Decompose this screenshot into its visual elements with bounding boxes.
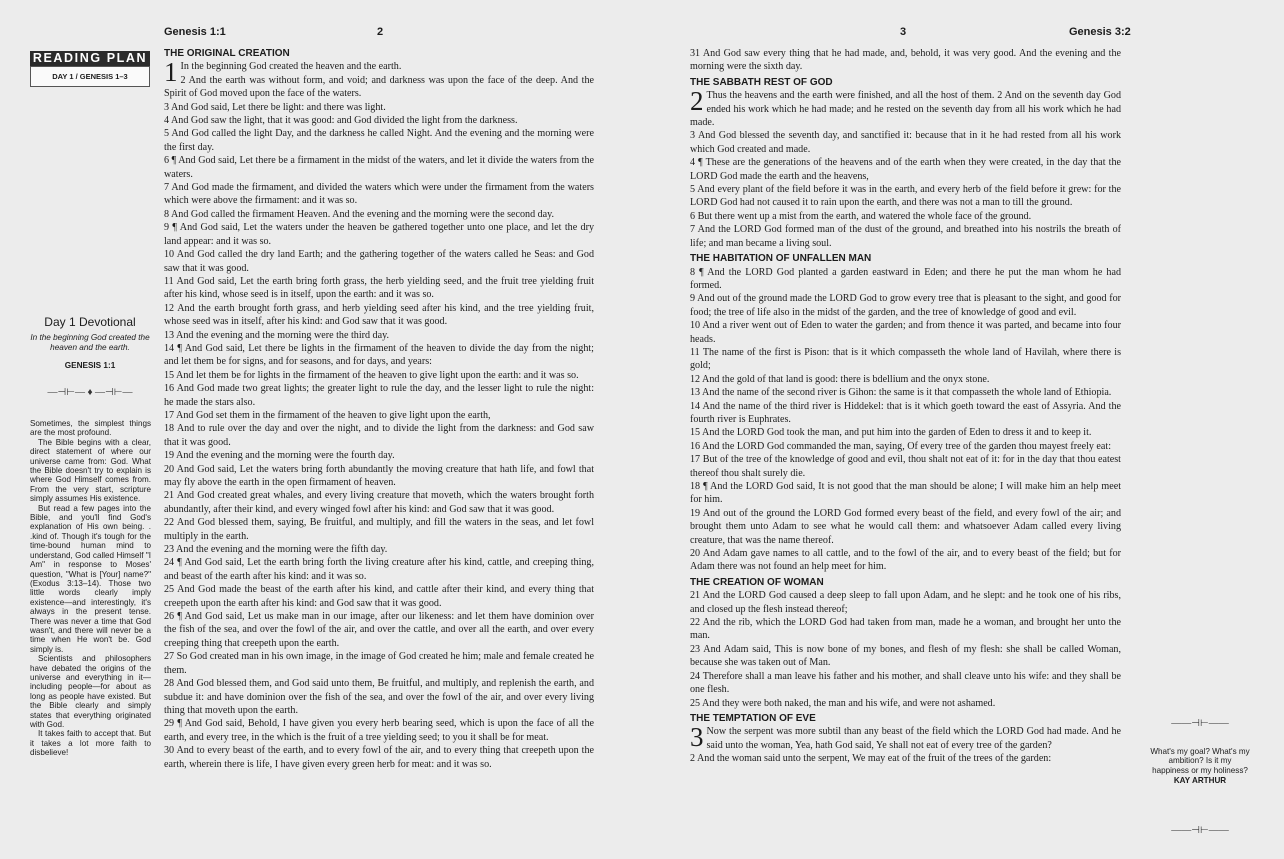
verse: 22 And the rib, which the LORD God had taken from man, made he a woman, and brought her unto the man. [690,617,1121,642]
ornament-divider: ——⊣⊢—— [1171,718,1229,729]
scripture-column-left [164,45,594,840]
verse: 13 And the evening and the morning were the third day. [164,329,389,341]
verse: 24 ¶ And God said, Let the earth bring forth the living creature after his kind, cattle, and creeping thing, and beast of the earth after his kind: and it was so. [164,557,594,582]
verse: 25 And they were both naked, the man and his wife, and were not ashamed. [690,697,996,709]
right-page-number: 3 [900,26,907,38]
right-running-head: Genesis 3:2 [1069,26,1131,38]
verse: 11 The name of the first is Pison: that is it which compasseth the whole land of Havilah, where there is gold; [690,346,1121,372]
verse: 2 And the earth was without form, and void; and darkness was upon the face of the deep. And the Spirit of God moved upon the face of the waters. [164,74,594,100]
verse: 7 And God made the firmament, and divided the waters which were under the firmament from the waters which were above the firmament: and it was so. [164,182,594,207]
verse: 9 ¶ And God said, Let the waters under the heaven be gathered together unto one place, and let the dry land appear: and it was so. [164,222,594,247]
essay-paragraph: The Bible begins with a clear, direct statement of where our universe came from: God. What the Bible doesn't try to explain is where God Himself comes from. From the very start, scripture simply assumes His existence. [30,437,151,504]
verse: 20 And Adam gave names to all cattle, and to the fowl of the air, and to every beast of the field; but for Adam there was not found an help meet for him. [690,548,1121,573]
verse: 19 And the evening and the morning were the fourth day. [164,450,395,462]
chapter-opening [690,722,1121,753]
verse: 16 And God made two great lights; the greater light to rule the day, and the lesser light to rule the night: he made the stars also. [164,383,594,408]
verse-text: Thus the heavens and the earth were finished, and all the host of them. 2 And on the seventh day God ended his work which he had made; and he rested on the seventh day from all his work which he had made. [690,90,1121,129]
verse: 25 And God made the beast of the earth after his kind, and cattle after their kind, and every thing that creepeth upon the earth after his kind: and God saw that it was good. [164,584,594,609]
sidebar-quote [1150,747,1250,786]
left-page-number: 2 [377,26,384,38]
verse: 7 And the LORD God formed man of the dust of the ground, and breathed into his nostrils the breath of life; and man became a living soul. [690,224,1121,249]
verse: 31 And God saw every thing that he had made, and, behold, it was very good. And the evening and the morning were the sixth day. [690,48,1121,73]
quote-text: What's my goal? What's my ambition? Is it my happiness or my holiness? [1150,747,1250,775]
chapter-number: 1 [164,57,178,88]
section-heading: THE HABITATION OF UNFALLEN MAN [690,253,872,265]
chapter-number: 2 [690,86,704,117]
quote-author: KAY ARTHUR [1173,776,1227,786]
verse: 9 And out of the ground made the LORD God to grow every tree that is pleasant to the sight, and good for food; the tree of life also in the midst of the garden, and the tree of knowledge of good and evil. [690,293,1121,318]
essay-paragraph: It takes faith to accept that. But it takes a lot more faith to disbelieve! [30,729,151,758]
reading-plan-title: READING PLAN [30,51,150,66]
section-heading: THE ORIGINAL CREATION [164,48,290,59]
reading-plan-day: DAY 1 / GENESIS 1–3 [30,66,150,87]
section-heading: THE SABBATH REST OF GOD [690,76,833,88]
verse: 21 And the LORD God caused a deep sleep to fall upon Adam, and he slept: and he took one of his ribs, and closed up the flesh instead thereof; [690,590,1121,615]
verse: 6 ¶ And God said, Let there be a firmament in the midst of the waters, and let it divide the waters from the waters. [164,155,594,180]
verse: 14 ¶ And God said, Let there be lights in the firmament of the heaven to divide the day from the night; and let them be for signs, and for seasons, and for days, and years: [164,342,594,368]
verse: 22 And God blessed them, saying, Be fruitful, and multiply, and fill the waters in the seas, and let fowl multiply in the earth. [164,517,594,542]
verse: 13 And the name of the second river is Gihon: the same is it that compasseth the whole land of Ethiopia. [690,387,1112,399]
verse: 11 And God said, Let the earth bring forth grass, the herb yielding seed, and the fruit tree yielding fruit after his kind, whose seed is in itself, upon the earth: and it was so. [164,275,594,301]
essay-paragraph: Scientists and philosophers have debated the origins of the universe and everything in it—including people—for about as long as people have existed. But the Bible clearly and simply states that everything originated with God. [30,654,151,729]
verse: 8 ¶ And the LORD God planted a garden eastward in Eden; and there he put the man whom he had formed. [690,266,1121,291]
section-heading: THE CREATION OF WOMAN [690,576,824,588]
verse-text: In the beginning God created the heaven and the earth. [180,61,402,73]
verse: 5 And God called the light Day, and the darkness he called Night. And the evening and the morning were the first day. [164,128,594,153]
verse: 17 And God set them in the firmament of the heaven to give light upon the earth, [164,409,491,421]
verse: 8 And God called the firmament Heaven. And the evening and the morning were the second day. [164,208,555,220]
verse: 14 And the name of the third river is Hiddekel: that is it which goeth toward the east of Assyria. And the fourth river is Euphrates. [690,400,1121,425]
verse: 29 ¶ And God said, Behold, I have given you every herb bearing seed, which is upon the face of all the earth, and every tree, in the which is the fruit of a tree yielding seed; to you it shall be for meat. [164,718,594,743]
essay-paragraph: Sometimes, the simplest things are the most profound. [30,419,151,438]
left-running-head: Genesis 1:1 [164,26,226,38]
essay-paragraph: But read a few pages into the Bible, and you'll find God's explanation of His own being. . .kind of. Though it's tough for the time-bound human mind to understand, God called Himself "I Am" in response to Moses' question, "What is [Your] name?" (Exodus 3:13–14). Those two little words clearly imply existence—and interestingly, it's always in the present tense. There was never a time that God wasn't, and there will never be a time when He won't be. God simply is. [30,503,151,654]
verse: 26 ¶ And God said, Let us make man in our image, after our likeness: and let them have dominion over the fish of the sea, and over the fowl of the air, and over the cattle, and over all the earth, and over every creeping thing that creepeth upon the earth. [164,611,594,649]
verse: 6 But there went up a mist from the earth, and watered the whole face of the ground. [690,210,1032,222]
scripture-column-right [690,47,1121,840]
verse: 5 And every plant of the field before it was in the earth, and every herb of the field before it grew: for the LORD God had not caused it to rain upon the earth, and there was not a man to till the ground. [690,184,1121,209]
verse: 10 And God called the dry land Earth; and the gathering together of the waters called he Seas: and God saw that it was good. [164,249,594,274]
verse: 18 And to rule over the day and over the night, and to divide the light from the darkness: and God saw that it was good. [164,423,594,448]
chapter-opening [690,86,1121,129]
verse: 23 And Adam said, This is now bone of my bones, and flesh of my flesh: she shall be called Woman, because she was taken out of Man. [690,643,1121,669]
verse: 10 And a river went out of Eden to water the garden; and from thence it was parted, and became into four heads. [690,320,1121,345]
verse: 20 And God said, Let the waters bring forth abundantly the moving creature that hath life, and fowl that may fly above the earth in the open firmament of heaven. [164,463,594,488]
ornament-divider: ——⊣⊢—— [1171,825,1229,836]
chapter-number: 3 [690,722,704,753]
verse: 28 And God blessed them, and God said unto them, Be fruitful, and multiply, and replenish the earth, and subdue it: and have dominion over the fish of the sea, and over the fowl of the air, and over every living thing that moveth upon the earth. [164,678,594,716]
verse: 12 And the gold of that land is good: there is bdellium and the onyx stone. [690,373,990,385]
verse: 18 ¶ And the LORD God said, It is not good that the man should be alone; I will make him an help meet for him. [690,481,1121,506]
verse: 12 And the earth brought forth grass, and herb yielding seed after his kind, and the tree yielding fruit, whose seed was in itself, after his kind: and God saw that it was good. [164,302,594,328]
verse: 17 But of the tree of the knowledge of good and evil, thou shalt not eat of it: for in the day that thou eatest thereof thou shalt surely die. [690,454,1121,479]
verse: 3 And God blessed the seventh day, and sanctified it: because that in it he had rested from all his work which God created and made. [690,130,1121,155]
verse: 3 And God said, Let there be light: and there was light. [164,101,386,113]
devotional-reference: GENESIS 1:1 [64,361,116,370]
ornament-divider: —⊣⊢— ♦ —⊣⊢— [47,387,133,398]
section-heading: THE TEMPTATION OF EVE [690,712,816,724]
verse: 4 ¶ These are the generations of the heavens and of the earth when they were created, in the day that the LORD God made the earth and the heavens, [690,157,1121,182]
verse: 16 And the LORD God commanded the man, saying, Of every tree of the garden thou mayest freely eat: [690,440,1112,452]
verse: 21 And God created great whales, and every living creature that moveth, which the waters brought forth abundantly, after their kind, and every winged fowl after his kind: and God saw that it was good. [164,490,594,515]
devotional-title: Day 1 Devotional [44,315,136,329]
verse: 24 Therefore shall a man leave his father and his mother, and shall cleave unto his wife: and they shall be one flesh. [690,670,1121,696]
verse: 30 And to every beast of the earth, and to every fowl of the air, and to every thing that creepeth upon the earth, wherein there is life, I have given every green herb for meat: and it was so. [164,745,594,770]
verse-text: Now the serpent was more subtil than any beast of the field which the LORD God had made. And he said unto the woman, Yea, hath God said, Ye shall not eat of every tree of the garden? [706,726,1121,751]
devotional-essay [30,419,151,758]
verse: 15 And the LORD God took the man, and put him into the garden of Eden to dress it and to keep it. [690,427,1092,439]
verse: 4 And God saw the light, that it was good: and God divided the light from the darkness. [164,115,518,127]
verse: 19 And out of the ground the LORD God formed every beast of the field, and every fowl of the air; and brought them unto Adam to see what he would call them: and whatsoever Adam called every living creature, that was the name thereof. [690,507,1121,546]
verse: 23 And the evening and the morning were the fifth day. [164,544,388,556]
devotional-verse: In the beginning God created the heaven and the earth. [30,333,150,352]
verse: 15 And let them be for lights in the firmament of the heaven to give light upon the earth: and it was so. [164,369,579,381]
verse: 2 And the woman said unto the serpent, We may eat of the fruit of the trees of the garden: [690,753,1052,765]
verse: 27 So God created man in his own image, in the image of God created he him; male and female created he them. [164,651,594,676]
